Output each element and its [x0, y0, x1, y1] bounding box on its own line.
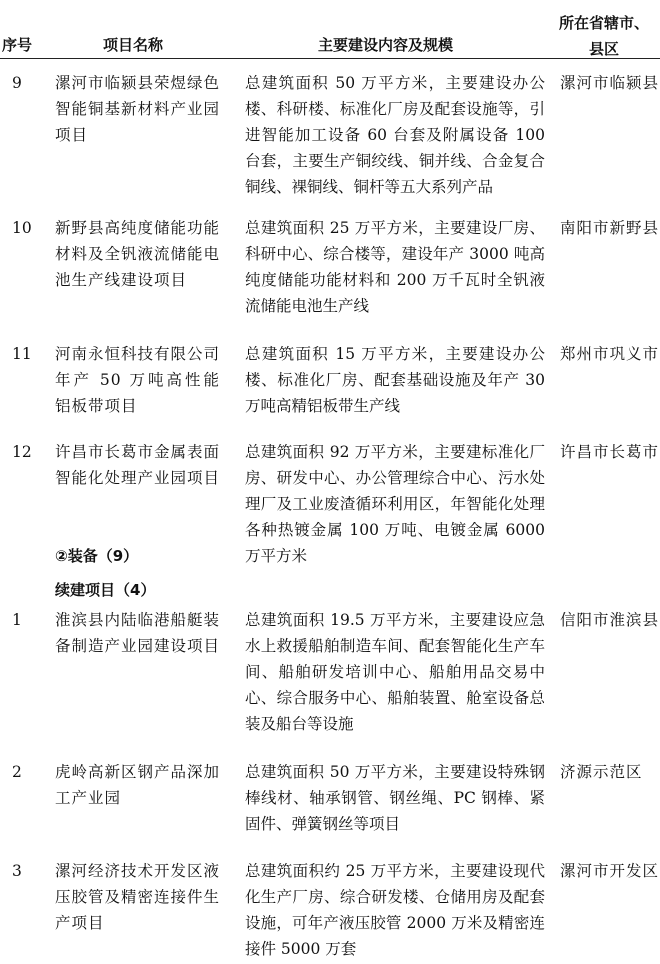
project-location: 漯河市开发区	[560, 862, 660, 880]
project-name: 河南永恒科技有限公司年产 50 万吨高性能铝板带项目	[55, 345, 221, 415]
row-number: 11	[12, 345, 32, 363]
section-heading-equipment: ②装备（9）	[55, 547, 139, 565]
header-location-line1: 所在省辖市、	[558, 14, 649, 32]
project-content: 总建筑面积约 25 万平方米，主要建设现代化生产厂房、综合研发楼、仓储用房及配套设施，可年产液压胶管 2000 万米及精密连接件 5000 万套	[245, 862, 545, 958]
project-location: 郑州市巩义市	[560, 345, 660, 363]
row-number: 3	[12, 862, 22, 880]
row-number: 1	[12, 611, 22, 629]
header-location-line2: 县区	[588, 40, 619, 58]
project-location: 漯河市临颍县	[560, 74, 660, 92]
section-heading-continued: 续建项目（4）	[55, 581, 156, 599]
project-name: 虎岭高新区钢产品深加工产业园	[55, 763, 221, 807]
table-header	[0, 0, 660, 59]
project-name: 许昌市长葛市金属表面智能化处理产业园项目	[55, 443, 221, 487]
project-location: 济源示范区	[560, 763, 643, 781]
row-number: 9	[12, 74, 22, 92]
header-project-name: 项目名称	[103, 36, 164, 54]
project-location: 南阳市新野县	[560, 219, 660, 237]
project-content: 总建筑面积 50 万平方米，主要建设特殊钢棒线材、轴承钢管、钢丝绳、PC 钢棒、紧固件、弹簧钢丝等项目	[245, 763, 545, 833]
project-location: 信阳市淮滨县	[560, 611, 660, 629]
project-name: 淮滨县内陆临港船艇装备制造产业园建设项目	[55, 611, 221, 655]
header-location	[548, 10, 660, 62]
project-location: 许昌市长葛市	[560, 443, 660, 461]
project-content: 总建筑面积 15 万平方米，主要建设办公楼、标准化厂房、配套基础设施及年产 30 万吨高精铝板带生产线	[245, 345, 545, 415]
row-number: 12	[12, 443, 32, 461]
project-name: 漯河市临颍县荣煜绿色智能铜基新材料产业园项目	[55, 74, 221, 144]
header-number: 序号	[2, 36, 33, 54]
project-name: 新野县高纯度储能功能材料及全钒液流储能电池生产线建设项目	[55, 219, 221, 289]
project-content: 总建筑面积 25 万平方米，主要建设厂房、科研中心、综合楼等，建设年产 3000 吨高纯度储能功能材料和 200 万千瓦时全钒液流储能电池生产线	[245, 219, 545, 315]
header-content: 主要建设内容及规模	[318, 36, 454, 54]
project-content: 总建筑面积 19.5 万平方米，主要建设应急水上救援船舶制造车间、配套智能化生产车间、船舶研发培训中心、船舶用品交易中心、综合服务中心、船舶装置、舱室设备总装及船台等设施	[245, 611, 545, 733]
row-number: 2	[12, 763, 22, 781]
project-content: 总建筑面积 50 万平方米，主要建设办公楼、科研楼、标准化厂房及配套设施等，引进智能加工设备 60 台套及附属设备 100 台套，主要生产铜绞线、铜并线、合金复合铜线、裸铜线、铜杆等五大系列产品	[245, 74, 545, 196]
row-number: 10	[12, 219, 32, 237]
project-name: 漯河经济技术开发区液压胶管及精密连接件生产项目	[55, 862, 221, 932]
project-content: 总建筑面积 92 万平方米，主要建标准化厂房、研发中心、办公管理综合中心、污水处理厂及工业废渣循环利用区，年智能化处理各种热镀金属 100 万吨、电镀金属 6000 万平方米	[245, 443, 545, 565]
